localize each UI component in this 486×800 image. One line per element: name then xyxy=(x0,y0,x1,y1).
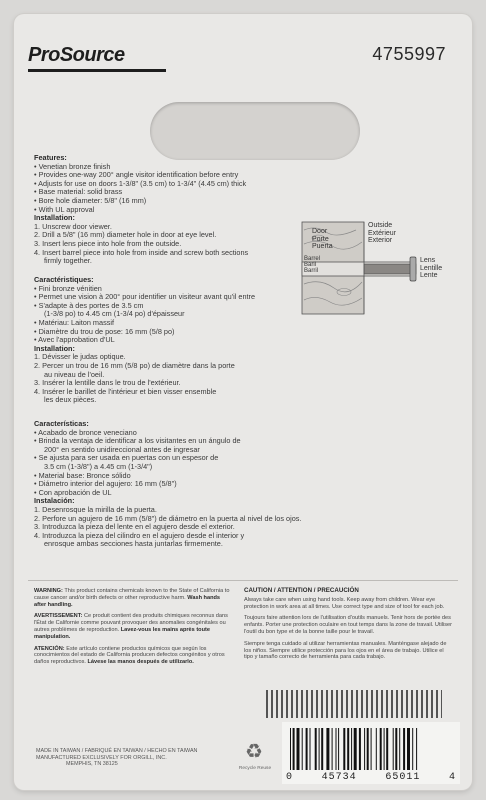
install-heading-es: Instalación: xyxy=(34,496,75,506)
barcode-bar xyxy=(399,728,400,770)
brand-logo: ProSource xyxy=(28,44,125,66)
label-barrel xyxy=(304,256,320,274)
feature-es-2: • Brinda la ventaja de identificar a los visitantes en un ángulo de xyxy=(34,436,241,446)
feature-es-3b: 3.5 cm (1-3/8") a 4.45 cm (1-3/4") xyxy=(44,461,153,471)
barcode-digit-left: 45734 xyxy=(321,772,357,783)
product-card xyxy=(14,14,472,790)
feature-en-4: • Base material: solid brass xyxy=(34,187,123,197)
install-es-1: 1. Desenrosque la mirilla de la puerta. xyxy=(34,504,157,514)
label-door xyxy=(312,228,333,251)
label-barrel-fr: Baril xyxy=(304,262,317,268)
barcode-bar xyxy=(364,728,365,770)
barcode-bar xyxy=(321,728,323,770)
city-text: MEMPHIS, TN 38125 xyxy=(66,761,118,768)
feature-fr-4: • Matériau: Laiton massif xyxy=(34,317,115,327)
barcode-bar xyxy=(412,728,413,770)
section-divider xyxy=(28,580,458,581)
install-es-4b: enrosque ambas secciones hasta juntarlas firmemente. xyxy=(44,539,223,549)
caution-en: Always take care when using hand tools. Keep away from children. Wear eye protection in work area at all times. Use correct type and size of tool for each job. xyxy=(244,596,445,610)
prop65-warnings xyxy=(34,588,230,666)
label-lens-fr: Lentille xyxy=(420,264,443,272)
feature-en-6: • With UL approval xyxy=(34,204,95,214)
label-lens xyxy=(420,257,442,280)
install-es-2: 2. Perfore un agujero de 16 mm (5/8") de diámetro en la puerta al nivel de los ojos. xyxy=(34,513,302,523)
barcode-bar xyxy=(395,728,397,770)
label-door-es: Puerta xyxy=(312,243,333,251)
manufacturer-text: MANUFACTURED EXCLUSIVELY FOR ORGILL, INC. xyxy=(36,754,167,761)
barcode-bar xyxy=(407,728,410,770)
warning-es-tail: Lávese las manos después de utilizarlo. xyxy=(87,659,194,666)
label-door-fr: Porte xyxy=(312,235,329,243)
label-outside-fr: Extérieur xyxy=(368,229,397,237)
install-en-2: 2. Drill a 5/8" (16 mm) diameter hole in door at eye level. xyxy=(34,230,217,240)
barcode-bar xyxy=(354,728,357,770)
barcode-bars xyxy=(290,728,452,770)
label-lens-es: Lente xyxy=(420,272,438,280)
english-section xyxy=(34,154,248,266)
feature-en-5: • Bore hole diameter: 5/8" (16 mm) xyxy=(34,195,147,205)
install-fr-2b: au niveau de l'oeil. xyxy=(44,369,105,379)
install-en-4: 4. Insert barrel piece into hole from inside and screw both sections xyxy=(34,247,249,257)
features-heading-fr: Caractéristiques: xyxy=(34,275,94,284)
barcode-bar xyxy=(347,728,349,770)
features-heading-en: Features: xyxy=(34,153,67,162)
barcode-bar xyxy=(338,728,339,770)
install-es-3: 3. Introduzca la pieza del lente en el agujero desde el exterior. xyxy=(34,522,235,532)
barcode-bar xyxy=(380,728,382,770)
install-fr-3: 3. Insérer la lentille dans le trou de l'extérieur. xyxy=(34,378,181,388)
door-viewer-diagram xyxy=(296,210,446,320)
feature-en-3: • Adjusts for use on doors 1-3/8" (3.5 cm) to 1-3/4" (4.45 cm) thick xyxy=(34,178,247,188)
sku-number: 4755997 xyxy=(372,44,446,64)
brand-underline xyxy=(28,69,166,72)
install-fr-4: 4. Insérer le barillet de l'intérieur et bien visser ensemble xyxy=(34,386,217,396)
features-heading-es: Características: xyxy=(34,419,89,428)
label-lens-en: Lens xyxy=(420,257,436,264)
label-outside-es: Exterior xyxy=(368,237,393,245)
barcode-digit-right: 65011 xyxy=(385,772,421,783)
barcode-bar xyxy=(326,728,329,770)
feature-en-1: • Venetian bronze finish xyxy=(34,161,111,171)
barcode-bar xyxy=(343,728,345,770)
recycle-icon: ♻ xyxy=(245,741,263,763)
install-heading-fr: Installation: xyxy=(34,343,75,353)
feature-fr-3: • S'adapte à des portes de 3.5 cm xyxy=(34,300,144,310)
barcode-bar xyxy=(403,728,405,770)
warning-fr-label: AVERTISSEMENT: xyxy=(34,613,83,620)
warning-fr xyxy=(34,613,230,640)
label-barrel-en: Barrel xyxy=(304,256,321,262)
caution-title: CAUTION / ATTENTION / PRECAUCIÓN xyxy=(244,587,359,594)
install-en-4b: firmly together. xyxy=(44,256,92,266)
barcode-bar xyxy=(293,728,295,770)
warning-fr-tail: Lavez-vous les mains après toute manipulation. xyxy=(34,626,210,640)
decorative-stripes xyxy=(266,690,442,718)
warning-en-label: WARNING: xyxy=(34,588,63,594)
french-section xyxy=(34,276,255,405)
barcode-bar xyxy=(386,728,388,770)
recycle-label: Recycle Reuse xyxy=(238,766,272,771)
label-outside xyxy=(368,222,396,245)
feature-es-6: • Con aprobación de UL xyxy=(34,487,112,497)
warning-es xyxy=(34,646,230,666)
install-fr-2: 2. Percer un trou de 16 mm (5/8 po) de diamètre dans la porte xyxy=(34,360,235,370)
barcode-bar xyxy=(297,728,300,770)
barcode-bar xyxy=(351,728,352,770)
barcode-bar xyxy=(332,728,333,770)
barcode-bar xyxy=(371,728,372,770)
barcode-digit-system: 0 xyxy=(286,772,294,783)
label-door-en: Door xyxy=(312,228,328,235)
feature-fr-3b: (1-3/8 po) to 4.45 cm (1-3/4 po) d'épaisseur xyxy=(44,309,185,319)
caution-es: Siempre tenga cuidado al utilizar herramientas manuales. Manténgase alejado de los niños. Siempre utilice protección para los ojos en el área de trabajo. Utilice el tipo y tamaño correcto de herramienta para cada trabajo. xyxy=(244,640,447,661)
install-es-4: 4. Introduzca la pieza del cilindro en el agujero desde el interior y xyxy=(34,530,245,540)
hang-hole xyxy=(150,102,360,160)
feature-fr-5: • Diamètre du trou de pose: 16 mm (5/8 po) xyxy=(34,326,175,336)
barcode-bar xyxy=(302,728,303,770)
warning-en-tail: Wash hands after handling. xyxy=(34,594,221,608)
barcode-bar xyxy=(416,728,417,770)
barcode-bar xyxy=(290,728,291,770)
feature-es-5: • Diámetro interior del agujero: 16 mm (5/8") xyxy=(34,479,177,489)
feature-es-1: • Acabado de bronce veneciano xyxy=(34,427,137,437)
warning-en xyxy=(34,588,230,608)
feature-fr-1: • Fini bronze vénitien xyxy=(34,283,102,293)
install-heading-en: Installation: xyxy=(34,213,75,223)
install-fr-1: 1. Dévisser le judas optique. xyxy=(34,352,126,362)
warning-fr-text: Ce produit contient des produits chimiques reconnus dans l'État de Californie comme pouvant provoquer des anomalies congénitales ou autres problèmes de reproduction. xyxy=(34,613,228,633)
feature-en-2: • Provides one-way 200° angle visitor identification before entry xyxy=(34,170,239,180)
barcode-bar xyxy=(336,728,337,770)
barcode-bar xyxy=(376,728,377,770)
warning-es-label: ATENCIÓN: xyxy=(34,645,65,652)
feature-es-3: • Se ajusta para ser usada en puertas con un espesor de xyxy=(34,453,219,463)
caution-block xyxy=(244,588,454,661)
barcode-bar xyxy=(310,728,311,770)
warning-es-text: Este artículo contiene productos químicos que según los conocimientos del estado de California producen defectos congénitos y otros daños reproductivos. xyxy=(34,645,225,666)
barcode-bar xyxy=(315,728,317,770)
barcode-bar xyxy=(393,728,394,770)
label-outside-en: Outside xyxy=(368,222,393,229)
barcode-bar xyxy=(367,728,369,770)
barcode-digits xyxy=(282,772,460,783)
barcode-bar xyxy=(319,728,320,770)
origin-info xyxy=(36,748,197,768)
barcode-bar xyxy=(384,728,385,770)
feature-es-4: • Material base: Bronce sólido xyxy=(34,470,131,480)
install-en-1: 1. Unscrew door viewer. xyxy=(34,221,112,231)
barcode-bar xyxy=(359,728,361,770)
made-in-text: MADE IN TAIWAN / FABRIQUÉ EN TAIWAN / HECHO EN TAIWAN xyxy=(36,748,198,754)
warning-en-text: This product contains chemicals known to the State of California to cause cancer and/or birth defects or other reproductive harm. xyxy=(34,588,230,601)
install-en-3: 3. Insert lens piece into hole from the outside. xyxy=(34,238,182,248)
caution-fr: Toujours faire attention lors de l'utilisation d'outils manuels. Tenir hors de portée des enfants. Porter une protection oculaire en tout temps dans la zone de travail. Utiliser l'outil du bon type et de la bonne taille pour le travail. xyxy=(244,615,453,635)
barcode-digit-check: 4 xyxy=(448,772,456,783)
feature-es-2b: 200° en sentido unidireccional antes de ingresar xyxy=(44,444,200,454)
install-fr-4b: les deux pièces. xyxy=(44,395,97,405)
spanish-section xyxy=(34,420,301,549)
feature-fr-2: • Permet une vision à 200° pour identifier un visiteur avant qu'il entre xyxy=(34,292,256,302)
upc-barcode xyxy=(282,722,460,784)
barcode-bar xyxy=(306,728,308,770)
label-barrel-es: Barril xyxy=(304,268,319,274)
feature-fr-6: • Avec l'approbation d'UL xyxy=(34,335,115,345)
